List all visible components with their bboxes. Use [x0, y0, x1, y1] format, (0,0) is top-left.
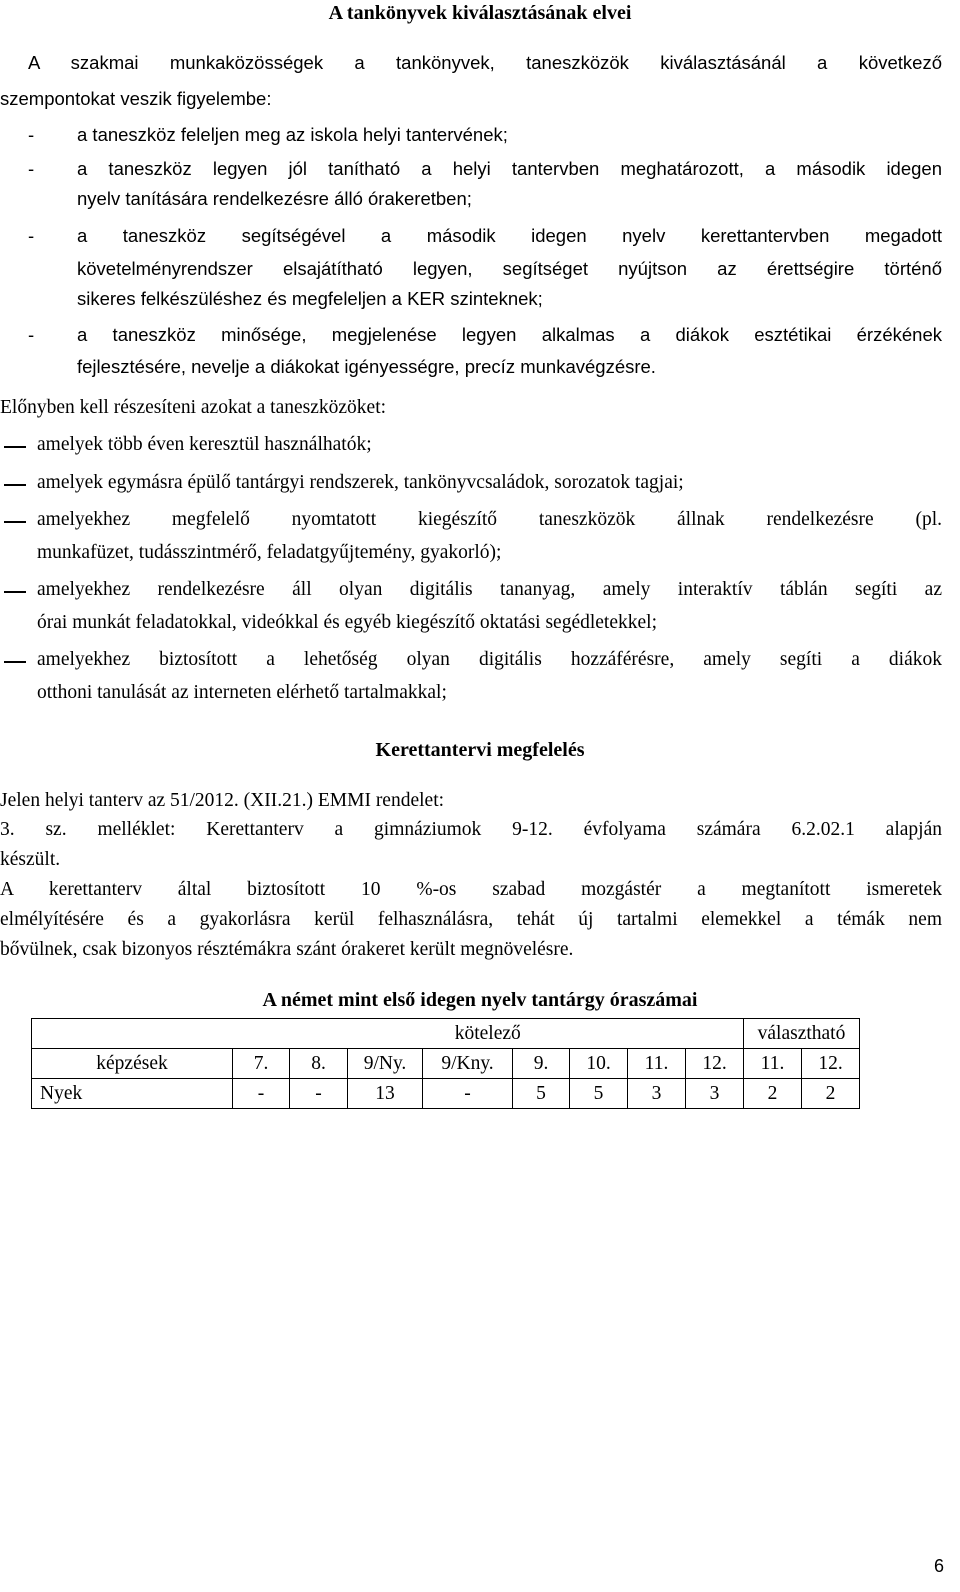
intro-line-2: szempontokat veszik figyelembe:: [0, 88, 272, 109]
table-header-cell: 7.: [233, 1049, 290, 1079]
preference-line: amelyek több éven keresztül használhatók;: [37, 434, 372, 455]
preference-line: amelyek egymásra épülő tantárgyi rendszerek, tankönyvcsaládok, sorozatok tagjai;: [37, 472, 684, 493]
table-cell-empty: [32, 1019, 233, 1049]
table-cell: 5: [570, 1079, 628, 1109]
intro-line-1: A szakmai munkaközösségek a tankönyvek, taneszközök kiválasztásánál a következő: [28, 52, 942, 73]
section-title-textbook-selection: A tankönyvek kiválasztásának elvei: [328, 2, 632, 24]
en-dash-icon: [4, 521, 26, 523]
table-cell: -: [423, 1079, 513, 1109]
table-header-cell: 11.: [744, 1049, 802, 1079]
framework-para-line: bővülnek, csak bizonyos résztémákra szánt órakeret került megnövelésre.: [0, 939, 574, 960]
bullet-line: a taneszköz legyen jól tanítható a helyi tantervben meghatározott, a második idegen: [77, 158, 942, 179]
table-group-header-row: [32, 1019, 860, 1049]
framework-para-line: elmélyítésére és a gyakorlásra kerül felhasználásra, tehát új tartalmi elemekkel a témák nem: [0, 909, 942, 930]
table-cell: 2: [744, 1079, 802, 1109]
table-header-cell: 9/Kny.: [423, 1049, 513, 1079]
table-cell: -: [233, 1079, 290, 1109]
table-cell: 13: [348, 1079, 423, 1109]
preference-line: amelyekhez megfelelő nyomtatott kiegészítő taneszközök állnak rendelkezésre (pl.: [37, 509, 942, 530]
table-header-cell: 8.: [290, 1049, 348, 1079]
bullet-dash: -: [28, 225, 35, 246]
table-group-mandatory: kötelező: [233, 1019, 744, 1049]
table-header-cell: képzések: [32, 1049, 233, 1079]
section-title-framework: Kerettantervi megfelelés: [375, 739, 585, 761]
bullet-dash: -: [28, 158, 35, 179]
section-title-german-hours: A német mint első idegen nyelv tantárgy óraszámai: [262, 989, 698, 1011]
en-dash-icon: [4, 661, 26, 663]
preference-line: amelyekhez biztosított a lehetőség olyan digitális hozzáférésre, amely segíti a diákok: [37, 649, 942, 670]
bullet-line: fejlesztésére, nevelje a diákokat igényességre, precíz munkavégzésre.: [77, 356, 656, 377]
preference-line: amelyekhez rendelkezésre áll olyan digitális tananyag, amely interaktív táblán segíti az: [37, 579, 942, 600]
table-cell: 3: [686, 1079, 744, 1109]
table-header-row: [32, 1049, 860, 1079]
bullet-line: követelményrendszer elsajátítható legyen, segítséget nyújtson az érettségire történő: [77, 258, 942, 279]
table-header-cell: 10.: [570, 1049, 628, 1079]
framework-line-1: Jelen helyi tanterv az 51/2012. (XII.21.) EMMI rendelet:: [0, 790, 445, 811]
preference-line: otthoni tanulását az interneten elérhető tartalmakkal;: [37, 682, 447, 703]
preference-line: munkafüzet, tudásszintmérő, feladatgyűjtemény, gyakorló);: [37, 542, 502, 563]
bullet-line: nyelv tanítására rendelkezésre álló órakeretben;: [77, 188, 472, 209]
table-cell: 3: [628, 1079, 686, 1109]
table-cell: -: [290, 1079, 348, 1109]
preference-intro: Előnyben kell részesíteni azokat a taneszközöket:: [0, 397, 387, 418]
framework-line-2: 3. sz. melléklet: Kerettanterv a gimnáziumok 9-12. évfolyama számára 6.2.02.1 alapján: [0, 819, 942, 840]
preference-line: órai munkát feladatokkal, videókkal és egyéb kiegészítő oktatási segédletekkel;: [37, 612, 657, 633]
bullet-line: a taneszköz segítségével a második idegen nyelv kerettantervben megadott: [77, 225, 942, 246]
table-header-cell: 9/Ny.: [348, 1049, 423, 1079]
framework-para-line: A kerettanterv által biztosított 10 %-os szabad mozgástér a megtanított ismeretek: [0, 879, 942, 900]
en-dash-icon: [4, 446, 26, 448]
table-header-cell: 9.: [513, 1049, 570, 1079]
bullet-dash: -: [28, 324, 35, 345]
table-group-optional: választható: [744, 1019, 860, 1049]
bullet-line: sikeres felkészüléshez és megfeleljen a KER szinteknek;: [77, 288, 543, 309]
hours-table: [31, 1018, 860, 1109]
table-cell: Nyek: [32, 1079, 233, 1109]
table-header-cell: 12.: [686, 1049, 744, 1079]
table-header-cell: 12.: [802, 1049, 860, 1079]
table-row: [32, 1079, 860, 1109]
bullet-dash: -: [28, 124, 35, 145]
table-header-cell: 11.: [628, 1049, 686, 1079]
framework-line-3: készült.: [0, 849, 61, 870]
en-dash-icon: [4, 591, 26, 593]
en-dash-icon: [4, 484, 26, 486]
table-cell: 2: [802, 1079, 860, 1109]
bullet-line: a taneszköz feleljen meg az iskola helyi tantervének;: [77, 124, 508, 145]
page-number: 6: [933, 1556, 944, 1576]
table-cell: 5: [513, 1079, 570, 1109]
bullet-line: a taneszköz minősége, megjelenése legyen alkalmas a diákok esztétikai érzékének: [77, 324, 942, 345]
